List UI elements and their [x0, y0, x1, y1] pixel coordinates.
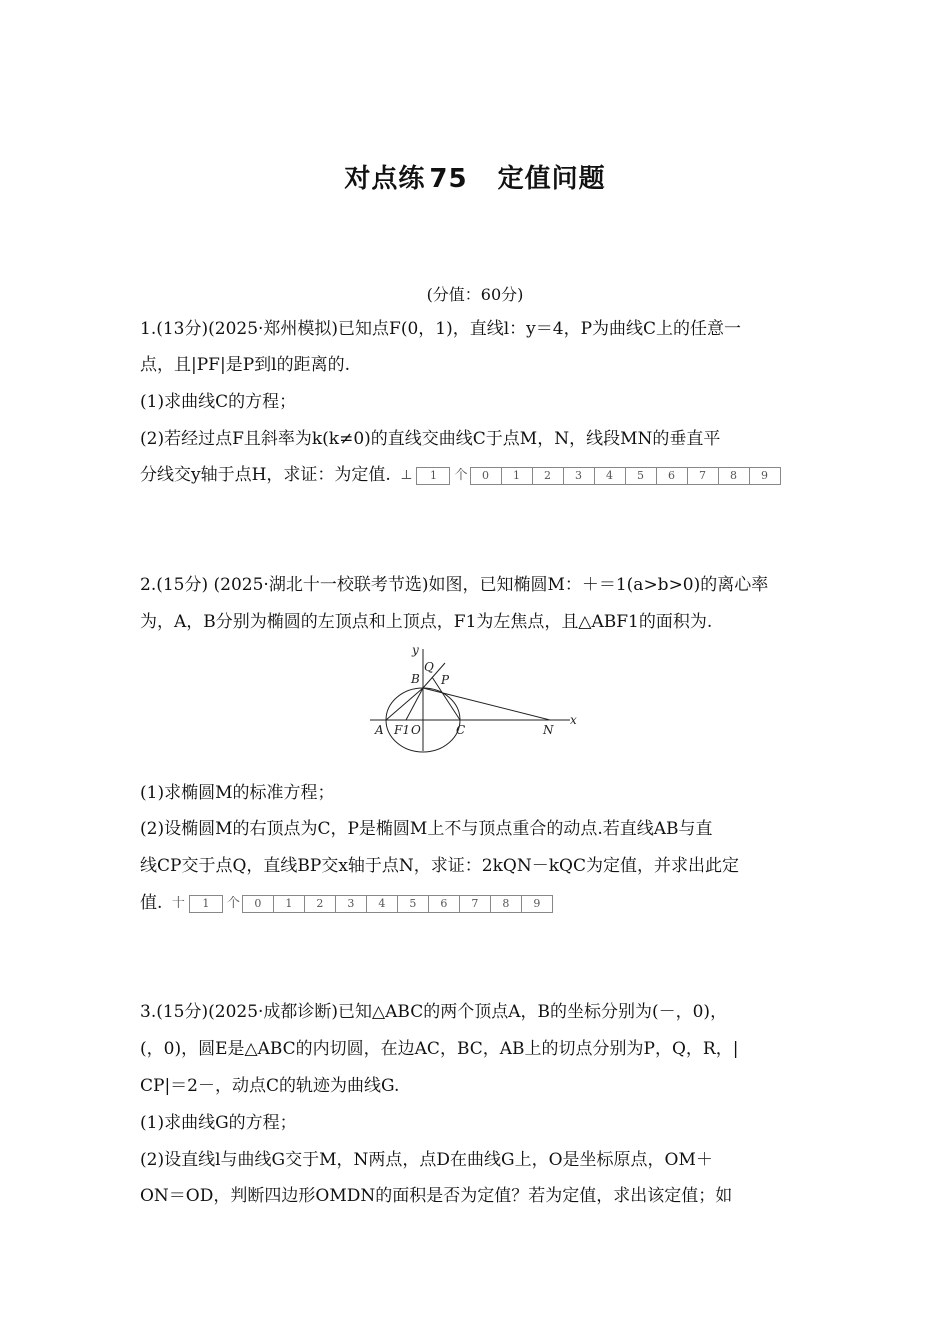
tally-tens-box[interactable]: 1 — [416, 467, 450, 485]
q3-line-3: CP|＝2－，动点C的轨迹为曲线G. — [140, 1076, 400, 1096]
q1-line-5-text: 分线交y轴于点H，求证：为定值. — [140, 465, 391, 485]
q3-line-5: (2)设直线l与曲线G交于M，N两点，点D在曲线G上，O是坐标原点，OM＋ — [140, 1150, 713, 1170]
label-f1: F1 — [394, 723, 410, 737]
q2-line-1: 2.(15分) (2025·湖北十一校联考节选)如图，已知椭圆M：＋＝1(a>b>0)的离心率 — [140, 575, 769, 595]
tally-digit[interactable]: 0 — [470, 467, 502, 485]
tally-digit[interactable]: 0 — [242, 895, 274, 913]
tally-prefix: ⊥ — [400, 467, 413, 483]
label-y: y — [412, 643, 419, 657]
tally-digit[interactable]: 7 — [688, 467, 719, 485]
q3-line-2: (，0)，圆E是△ABC的内切圆，在边AC，BC，AB上的切点分别为P，Q，R，| — [140, 1039, 739, 1059]
label-p: P — [441, 673, 450, 687]
tally-digit[interactable]: 3 — [564, 467, 595, 485]
title-topic: 定值问题 — [497, 164, 606, 194]
tally-digit[interactable]: 8 — [719, 467, 750, 485]
q3-line-4: (1)求曲线G的方程； — [140, 1113, 297, 1133]
title-main: 对点练 — [344, 164, 426, 194]
q2-score-tally[interactable] — [170, 893, 553, 915]
q3-line-1: 3.(15分)(2025·成都诊断)已知△ABC的两个顶点A，B的坐标分别为(－，0)， — [140, 1002, 728, 1022]
label-c: C — [456, 723, 466, 737]
tally-prefix: 十 — [171, 895, 185, 911]
tally-digit[interactable]: 1 — [502, 467, 533, 485]
label-x: x — [570, 713, 577, 727]
label-n: N — [543, 723, 554, 737]
tally-digit[interactable]: 4 — [595, 467, 626, 485]
label-q: Q — [424, 660, 434, 674]
label-b: B — [411, 672, 420, 686]
q1-line-2: 点，且|PF|是P到l的距离的. — [140, 355, 350, 375]
q2-line-6 — [140, 892, 553, 915]
tally-digit[interactable]: 6 — [429, 895, 460, 913]
q1-line-4: (2)若经过点F且斜率为k(k≠0)的直线交曲线C于点M，N，线段MN的垂直平 — [140, 429, 721, 449]
tally-digit[interactable]: 5 — [626, 467, 657, 485]
q3-line-6: ON＝OD，判断四边形OMDN的面积是否为定值？若为定值，求出该定值；如 — [140, 1186, 733, 1206]
tally-tens-box[interactable]: 1 — [189, 895, 223, 913]
tally-ge: 个 — [454, 467, 468, 483]
tally-ge: 个 — [226, 895, 240, 911]
q1-line-3: (1)求曲线C的方程； — [140, 392, 297, 412]
title-number: 75 — [429, 164, 468, 194]
tally-digit[interactable]: 1 — [274, 895, 305, 913]
q1-score-tally[interactable] — [398, 465, 780, 487]
tally-digit[interactable]: 9 — [522, 895, 553, 913]
ellipse-figure — [370, 643, 590, 753]
q1-line-1: 1.(13分)(2025·郑州模拟)已知点F(0，1)，直线l：y＝4，P为曲线C上的任意一 — [140, 319, 742, 339]
line-ab — [386, 688, 423, 720]
q1-line-5 — [140, 464, 781, 487]
tally-digit[interactable]: 7 — [460, 895, 491, 913]
tally-digit[interactable]: 6 — [657, 467, 688, 485]
q2-line-4: (2)设椭圆M的右顶点为C，P是椭圆M上不与顶点重合的动点.若直线AB与直 — [140, 819, 713, 839]
line-bn — [423, 688, 550, 720]
score-line: (分值：60分) — [426, 285, 524, 304]
q2-line-6-text: 值. — [140, 893, 163, 913]
tally-digit[interactable]: 2 — [533, 467, 564, 485]
tally-digit[interactable]: 8 — [491, 895, 522, 913]
label-o: O — [411, 723, 421, 737]
tally-digit[interactable]: 2 — [305, 895, 336, 913]
label-a: A — [375, 723, 384, 737]
tally-digit[interactable]: 9 — [750, 467, 781, 485]
line-f1b — [406, 688, 423, 720]
tally-digit[interactable]: 5 — [398, 895, 429, 913]
q2-line-3: (1)求椭圆M的标准方程； — [140, 783, 335, 803]
tally-digit[interactable]: 3 — [336, 895, 367, 913]
page-title — [0, 158, 950, 195]
tally-digit[interactable]: 4 — [367, 895, 398, 913]
q2-line-5: 线CP交于点Q，直线BP交x轴于点N，求证：2kQN－kQC为定值，并求出此定 — [140, 856, 739, 876]
q2-line-2: 为，A，B分别为椭圆的左顶点和上顶点，F1为左焦点，且△ABF1的面积为. — [140, 612, 713, 632]
